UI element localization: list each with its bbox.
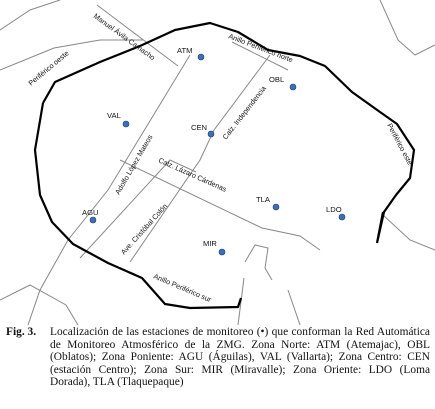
road-manuel-avila-camacho xyxy=(97,5,178,66)
road-northeast-corner xyxy=(380,0,435,55)
road-southwest xyxy=(0,285,78,325)
figure-label: Fig. 3. xyxy=(6,326,37,338)
station-dot-tla xyxy=(273,204,279,210)
figure-caption-text: Localización de las estaciones de monitoreo (•) que conforman la Red Automática de Monitoreo Atmosférico de la ZMG. Zona Norte: ATM (Atemajac), OBL (Oblatos); Zona Poniente: AGU (Águilas), VAL (Vallarta); Zona Centro: CEN (estación Centro); Zona Sur: MIR (Miravalle); Zona Oriente: LDO (Loma Dorada), TLA (Tlaquepaque) xyxy=(50,326,430,389)
station-cen[interactable] xyxy=(191,123,214,137)
station-dot-atm xyxy=(198,54,204,60)
station-agu[interactable] xyxy=(82,208,98,223)
road-independencia xyxy=(130,42,288,262)
label-cristobal-colon: Ave. Cristóbal Colón xyxy=(118,201,170,257)
station-code-atm: ATM xyxy=(177,46,193,55)
road-labels xyxy=(27,11,415,304)
station-dot-cen xyxy=(208,131,214,137)
label-lopez-mateos: Adolfo López Mateos xyxy=(112,133,155,196)
label-periferico-oeste: Periférico oeste xyxy=(26,48,71,88)
label-periferico-este: Periférico este xyxy=(385,121,415,167)
station-dot-agu xyxy=(90,217,96,223)
road-east-south xyxy=(245,245,272,280)
station-dot-mir xyxy=(219,249,225,255)
station-tla[interactable] xyxy=(256,195,279,210)
anillo-periferico-ring xyxy=(35,23,414,308)
station-mir[interactable] xyxy=(203,239,225,255)
label-lazaro-cardenas: Calz. Lázaro Cárdenas xyxy=(157,155,229,194)
station-code-tla: TLA xyxy=(256,195,270,204)
station-code-mir: MIR xyxy=(203,239,217,248)
station-dot-obl xyxy=(290,84,296,90)
road-manuel-avila-west xyxy=(0,40,143,70)
label-anillo-sur: Anillo Periférico sur xyxy=(152,271,213,305)
station-obl[interactable] xyxy=(269,75,296,90)
label-anillo-norte: Anillo Periférico norte xyxy=(227,31,295,65)
road-northwest-corner xyxy=(0,0,60,30)
road-lazaro-cardenas xyxy=(120,160,320,250)
station-code-obl: OBL xyxy=(269,75,285,84)
label-manuel-avila-camacho: Manuel Ávila Camacho xyxy=(91,11,157,63)
station-code-ldo: LDO xyxy=(326,205,342,214)
station-ldo[interactable] xyxy=(326,205,345,220)
station-code-cen: CEN xyxy=(191,123,208,132)
road-east-exit xyxy=(383,215,435,250)
station-code-agu: AGU xyxy=(82,208,99,217)
station-dot-ldo xyxy=(339,214,345,220)
figure-caption xyxy=(6,326,430,389)
label-calz-independencia: Calz. Independencia xyxy=(220,84,268,142)
station-val[interactable] xyxy=(107,111,129,127)
stations xyxy=(82,46,345,255)
station-dot-val xyxy=(123,121,129,127)
station-atm[interactable] xyxy=(177,46,204,60)
road-southeast-exit xyxy=(288,290,300,325)
station-code-val: VAL xyxy=(107,111,121,120)
